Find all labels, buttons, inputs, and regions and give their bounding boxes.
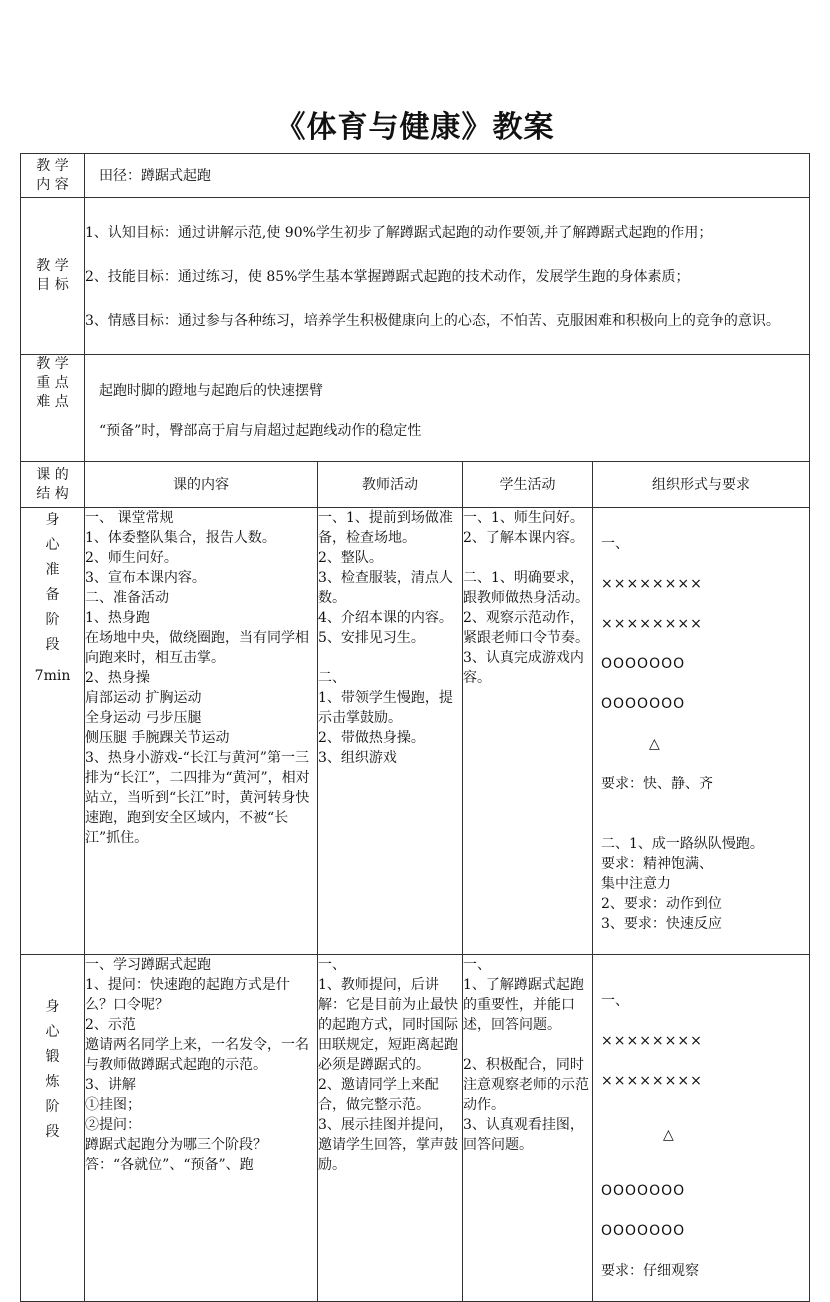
- stage1-teacher: 一、1、提前到场做准备，检查场地。 2、整队。 3、检查服装，清点人数。 4、介绍本课的内容。 5、安排见习生。 二、 1、带领学生慢跑，提示击掌鼓励。 2、带做热身操。 3、组织游戏: [318, 508, 463, 955]
- objectives-label: 教 学 目 标: [21, 198, 85, 355]
- stage1-time: 7min: [34, 668, 71, 684]
- formation-row: OOOOOOO: [601, 696, 686, 712]
- objectives-list: [85, 198, 810, 355]
- header-content: 课的内容: [85, 462, 318, 508]
- stage2-teacher: 一、 1、教师提问，后讲解：它是目前为止最快的起跑方式，同时国际田联规定，短距离起跑必须是蹲踞式的。 2、邀请同学上来配合，做完整示范。 3、展示挂图并提问，邀请学生回答，掌声鼓励。: [318, 955, 463, 1302]
- objective-item: 2、技能目标：通过练习，使 85%学生基本掌握蹲踞式起跑的技术动作，发展学生跑的身体素质；: [85, 269, 690, 285]
- structure-header-row: [21, 462, 810, 508]
- stage1-org: 一、 ×××××××× ×××××××× OOOOOOO OOOOOOO △ 要求：快、静、齐 二、1、成一路纵队慢跑。 要求：精神饱满、 集中注意力 2、要求：动作到位 3、要求：快速反应: [593, 508, 810, 955]
- content-row: [21, 154, 810, 198]
- formation-row: ××××××××: [601, 1033, 703, 1049]
- keypoint-item: “预备”时，臀部高于肩与肩超过起跑线动作的稳定性: [99, 423, 422, 439]
- stage2-row: [21, 955, 810, 1302]
- formation-row: OOOOOOO: [601, 1223, 686, 1239]
- keypoints-row: [21, 355, 810, 462]
- objectives-row: [21, 198, 810, 355]
- structure-label: 课 的 结 构: [21, 462, 85, 508]
- formation-row: OOOOOOO: [601, 656, 686, 672]
- keypoints-label: 教 学 重 点 难 点: [21, 355, 85, 462]
- content-text: 田径：蹲踞式起跑: [85, 154, 810, 198]
- objective-item: 1、认知目标：通过讲解示范,使 90%学生初步了解蹲踞式起跑的动作要领,并了解蹲踞式起跑的作用；: [85, 225, 713, 241]
- objective-item: 3、情感目标：通过参与各种练习，培养学生积极健康向上的心态，不怕苦、克服困难和积极向上的竞争的意识。: [85, 313, 780, 329]
- formation-row: ××××××××: [601, 616, 703, 632]
- lesson-plan-table: [20, 153, 810, 1302]
- page-title: 《体育与健康》教案: [275, 110, 555, 145]
- stage2-student: 一、 1、了解蹲踞式起跑的重要性，并能口述，回答问题。 2、积极配合，同时注意观察老师的示范动作。 3、认真观看挂图，回答问题。: [463, 955, 593, 1302]
- stage1-student: 一、1、师生问好。 2、了解本课内容。 二、1、明确要求，跟教师做热身活动。 2、观察示范动作，紧跟老师口令节奏。 3、认真完成游戏内容。: [463, 508, 593, 955]
- teacher-position-icon: △: [663, 1127, 674, 1143]
- stage1-content: 一、 课堂常规 1、体委整队集合，报告人数。 2、师生问好。 3、宣布本课内容。 二、准备活动 1、热身跑 在场地中央，做绕圈跑，当有同学相向跑来时，相互击掌。 2、热身操 肩部运动 扩胸运动 全身运动 弓步压腿 侧压腿 手腕踝关节运动 3、热身小游戏-“长江与黄河”第一三排为“长江”，二四排为“黄河”，相对站立，当听到“长江”时，黄河转身快速跑，跑到安全区域内，不被“长江”抓住。: [85, 508, 318, 955]
- stage2-org: 一、 ×××××××× ×××××××× △ OOOOOOO OOOOOOO 要求：仔细观察: [593, 955, 810, 1302]
- stage1-label: 身 心 准 备 阶 段 7min: [21, 508, 85, 955]
- formation-row: ××××××××: [601, 576, 703, 592]
- content-label: 教 学 内 容: [21, 154, 85, 198]
- stage2-label: 身 心 锻 炼 阶 段: [21, 955, 85, 1302]
- formation-row: OOOOOOO: [601, 1183, 686, 1199]
- teacher-position-icon: △: [649, 736, 660, 752]
- header-teacher: 教师活动: [318, 462, 463, 508]
- keypoints-list: [85, 355, 810, 462]
- formation-row: ××××××××: [601, 1073, 703, 1089]
- header-org: 组织形式与要求: [593, 462, 810, 508]
- keypoint-item: 起跑时脚的蹬地与起跑后的快速摆臂: [99, 383, 323, 399]
- stage1-row: [21, 508, 810, 955]
- header-student: 学生活动: [463, 462, 593, 508]
- stage2-content: 一、学习蹲踞式起跑 1、提问：快速跑的起跑方式是什么？口令呢？ 2、示范 邀请两名同学上来，一名发令，一名与教师做蹲踞式起跑的示范。 3、讲解 ①挂图； ②提问： 蹲踞式起跑分为哪三个阶段？ 答：“各就位”、“预备”、跑: [85, 955, 318, 1302]
